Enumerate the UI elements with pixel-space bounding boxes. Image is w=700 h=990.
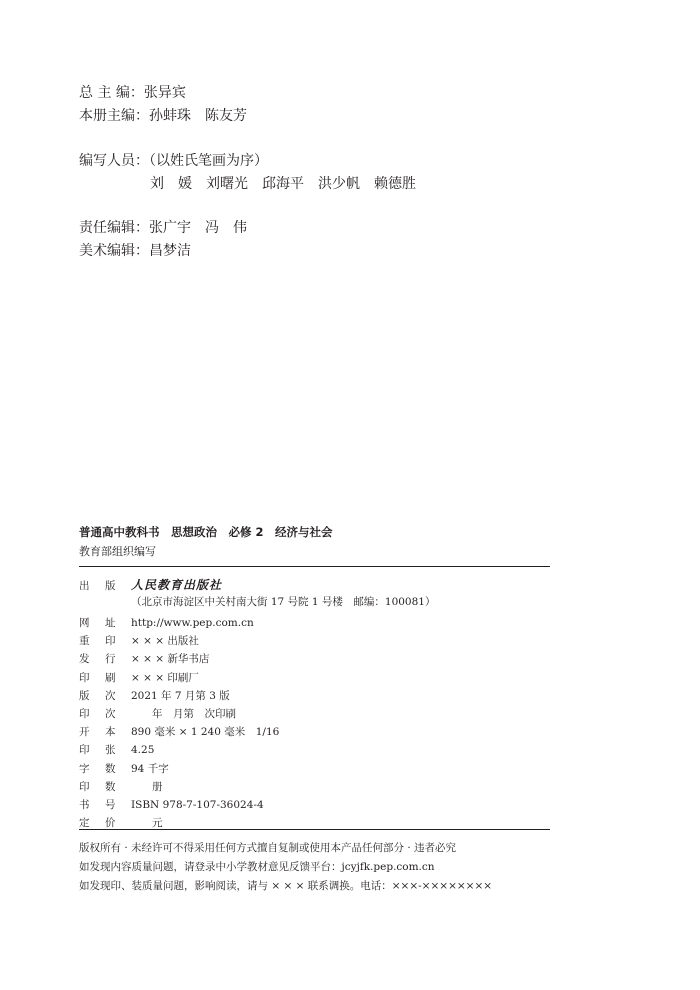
imprint-label [79, 742, 131, 757]
label-char-2: 址 [105, 617, 116, 629]
chief-editor-line [79, 82, 186, 102]
label-char-1: 印 [79, 708, 90, 720]
art-editor-name: 昌梦洁 [149, 243, 191, 259]
art-editor-line [79, 240, 191, 260]
label-char-2: 刷 [105, 671, 116, 684]
responsible-editor-label: 责任编辑： [79, 220, 149, 236]
volume-editor-label: 本册主编： [79, 108, 149, 124]
label-char-2: 本 [105, 726, 116, 739]
imprint-row [79, 797, 264, 812]
top-divider [79, 566, 550, 567]
imprint-row-publisher [79, 576, 222, 593]
imprint-label [79, 615, 131, 630]
label-char-1: 发 [79, 653, 90, 666]
label-char-1: 版 [79, 689, 90, 702]
imprint-value: × × × 出版社 [131, 635, 199, 648]
responsible-editor-names: 张广宇 冯 伟 [149, 220, 247, 236]
label-char-2: 价 [105, 817, 116, 830]
label-char-1: 印 [79, 671, 90, 684]
label-char-2: 次 [105, 689, 116, 702]
imprint-row [79, 615, 254, 630]
art-editor-label: 美术编辑： [79, 243, 149, 259]
label-char-2: 数 [105, 780, 116, 793]
imprint-row [79, 688, 230, 703]
label-char-2: 印 [105, 635, 116, 648]
imprint-row [79, 779, 163, 794]
imprint-label [79, 670, 131, 685]
label-char-1: 重 [79, 635, 90, 648]
publisher-address: （北京市海淀区中关村南大街 17 号院 1 号楼 邮编：100081） [131, 596, 436, 608]
writers-order-note: （以姓氏笔画为序） [149, 153, 268, 169]
imprint-row [79, 706, 236, 721]
imprint-label [79, 706, 131, 721]
chief-editor-label: 总 主 编： [79, 85, 144, 101]
imprint-label [79, 779, 131, 794]
imprint-value: × × × 新华书店 [131, 653, 210, 666]
imprint-row [79, 761, 169, 776]
writers-line [79, 150, 268, 170]
label-char-1: 定 [79, 817, 90, 830]
imprint-row [79, 815, 163, 830]
print-feedback-notice: 如发现印、装质量问题，影响阅读，请与 × × × 联系调换。电话：×××-×××××××× [79, 880, 493, 892]
volume-editor-names: 孙蚌珠 陈友芳 [149, 108, 247, 124]
label-char-2: 张 [105, 744, 116, 757]
label-char-2: 号 [105, 799, 116, 811]
imprint-value: 4.25 [131, 744, 155, 757]
imprint-row [79, 742, 154, 757]
volume-editor-line [79, 105, 247, 125]
imprint-label [79, 688, 131, 703]
imprint-value: ISBN 978-7-107-36024-4 [131, 799, 264, 811]
imprint-label [79, 797, 131, 812]
book-title: 普通高中教科书 思想政治 必修 2 经济与社会 [79, 525, 333, 539]
publisher-logo: 人民教育出版社 [131, 578, 223, 592]
imprint-label [79, 724, 131, 739]
content-feedback-notice: 如发现内容质量问题，请登录中小学教材意见反馈平台：jcyjfk.pep.com.cn [79, 861, 435, 873]
imprint-value: 年 月第 次印刷 [131, 708, 236, 720]
label-char-2: 次 [105, 708, 116, 720]
imprint-label [79, 578, 131, 593]
imprint-value: http://www.pep.com.cn [131, 617, 254, 629]
imprint-row [79, 724, 279, 739]
imprint-value: 册 [131, 780, 163, 793]
writers-label: 编写人员： [79, 153, 149, 169]
imprint-row [79, 633, 199, 648]
label-char-2: 数 [105, 762, 116, 775]
imprint-row [79, 651, 209, 666]
book-compiler: 教育部组织编写 [79, 545, 156, 558]
label-char-1: 印 [79, 780, 90, 793]
writers-names: 刘 媛 刘曙光 邱海平 洪少帆 赖德胜 [150, 176, 416, 192]
label-char-1: 印 [79, 744, 90, 757]
chief-editor-name: 张异宾 [143, 85, 186, 101]
imprint-row [79, 670, 199, 685]
imprint-value: × × × 印刷厂 [131, 671, 199, 684]
imprint-value: 890 毫米 × 1 240 毫米 1/16 [131, 726, 280, 739]
bottom-divider [79, 829, 550, 830]
responsible-editor-line [79, 217, 247, 237]
label-char-1: 网 [79, 617, 90, 629]
label-char-2: 版 [105, 580, 116, 592]
imprint-value: 元 [131, 817, 163, 830]
imprint-value: 2021 年 7 月第 3 版 [131, 689, 230, 702]
label-char-1: 出 [79, 580, 90, 592]
imprint-value: 94 千字 [131, 762, 169, 775]
label-char-1: 书 [79, 799, 90, 811]
imprint-label [79, 651, 131, 666]
label-char-1: 开 [79, 726, 90, 739]
imprint-label [79, 815, 131, 830]
imprint-label [79, 761, 131, 776]
copyright-notice: 版权所有 · 未经许可不得采用任何方式擅自复制或使用本产品任何部分 · 违者必究 [79, 842, 457, 854]
label-char-2: 行 [105, 653, 116, 666]
label-char-1: 字 [79, 762, 90, 775]
imprint-label [79, 633, 131, 648]
